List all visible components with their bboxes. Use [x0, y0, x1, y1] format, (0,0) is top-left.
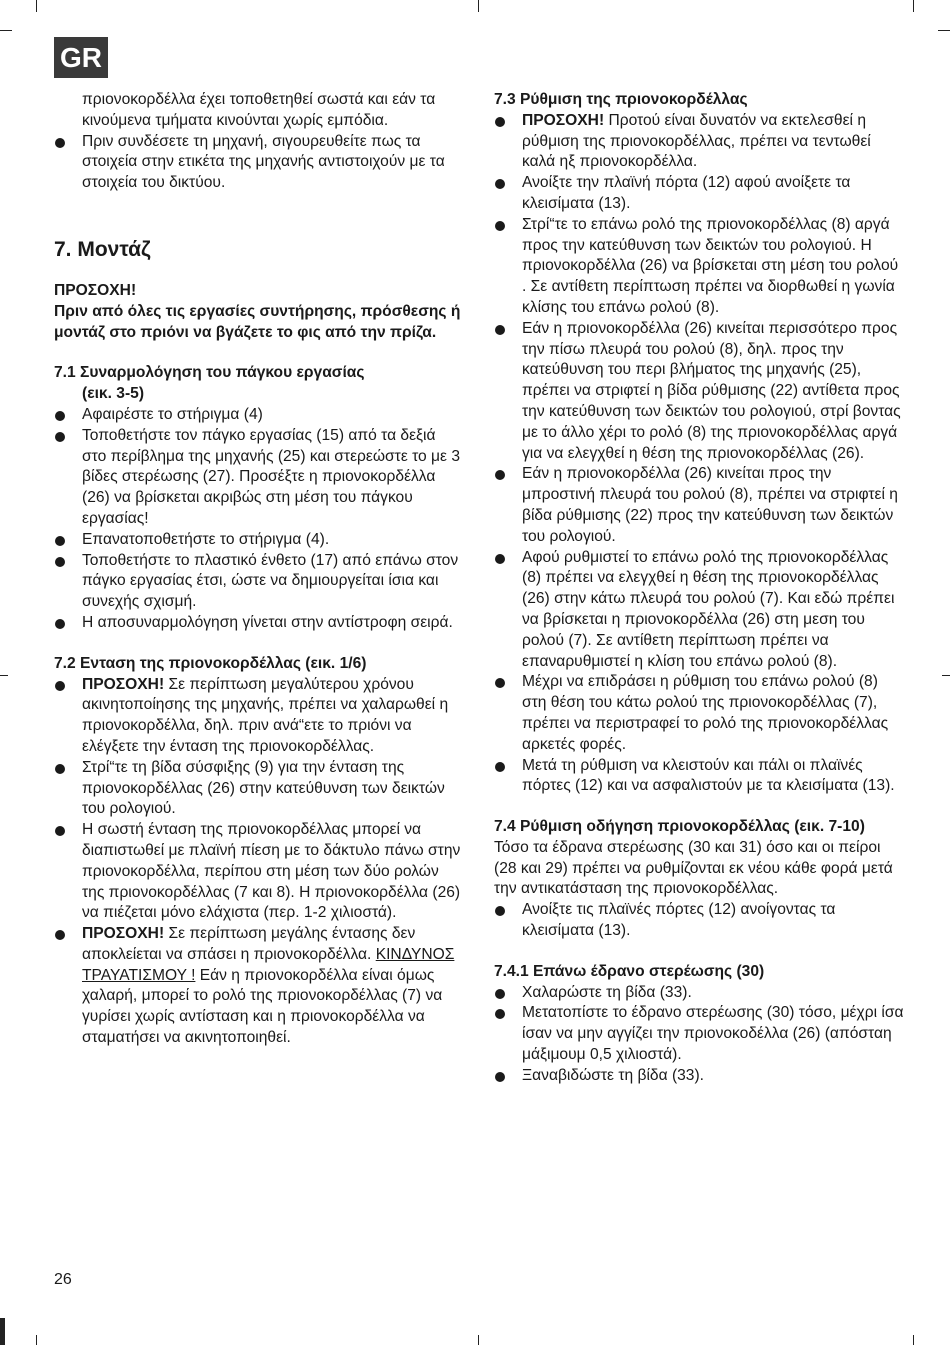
- s72-item: Η σωστή ένταση της πριονοκορδέλλας μπορεί να διαπιστωθεί με πλαϊνή πίεση με το δάκτυλο πάνω στην πριονοκορδέλλα, περίπου στη μέση των δύο ρολών της πριονοκορδέλλας (7 και 8). Η πριονοκορδέλλα (26) να πιέζεται μόνο ελάχιστα (περ. 1-2 χιλιοστά).: [54, 820, 464, 924]
- intro-bullet: Πριν συνδέσετε τη μηχανή, σιγουρευθείτε πως τα στοιχεία στην ετικέτα της μηχανής αντιστοιχούν με τα στοιχεία του δικτύου.: [54, 132, 464, 194]
- s71-title: 7.1 Συναρμολόγηση του πάγκου εργασίας: [54, 364, 365, 382]
- s741-item: Χαλαρώστε τη βίδα (33).: [494, 983, 906, 1004]
- crop-mark: [938, 30, 950, 31]
- s72-item1-bold: ΠΡΟΣΟΧΗ!: [82, 675, 165, 693]
- crop-mark: [913, 1335, 914, 1345]
- crop-mark: [36, 0, 37, 12]
- s72-item4-text2: Εάν η πριονοκορδέλλα είναι όμως χαλαρή, μπορεί το ρολό της πριονοκορδέλλας (7) να γυρίσει χωρίς αντίσταση και η πριονοκορδέλλα να σταματήσει να ακινητοποιηθεί.: [82, 966, 443, 1047]
- crop-mark: [913, 0, 914, 12]
- s71-item: Τοποθετήστε το πλαστικό ένθετο (17) από επάνω στον πάγκο εργασίας έτσι, ώστε να δημιουργείται ίσια και συνεχής σχισμή.: [54, 551, 464, 613]
- s71-item: Τοποθετήστε τον πάγκο εργασίας (15) από τα δεξιά στο περίβλημα της μηχανής (25) και στερεώστε το με 3 βίδες στερέωσης (27). Προσέξτε η πριονοκορδέλλα (26) να βρίσκεται ακριβώς στη μέση του πάγκου εργασίας!: [54, 426, 464, 530]
- crop-mark: [0, 1318, 5, 1345]
- crop-mark: [478, 1335, 479, 1345]
- s72-item: Στρί“τε τη βίδα σύσφιξης (9) για την ένταση της πριονοκορδέλλας (26) στην κατεύθυνση των δεικτών του ρολογιού.: [54, 758, 464, 820]
- s741-item: Μετατοπίστε το έδρανο στερέωσης (30) τόσο, μέχρι ίσα ίσαν να μην αγγίζει την πριονοκοδέλλα (26) (απόσταη μάξιμουμ 0,5 χιλιοστά).: [494, 1003, 906, 1065]
- s72-title: 7.2 Ενταση της πριονοκορδέλλας (εικ. 1/6): [54, 654, 367, 672]
- s72-item1-text: Σε περίπτωση μεγαλύτερου χρόνου ακινητοποίησης της μηχανής, πρέπει να χαλαρωθεί η πριονοκορδέλλα, δηλ. πριν ανά“ετε το πριόνι να ελέγξετε την ένταση της πριονοκορδέλλας.: [82, 675, 449, 755]
- s72-item4-bold: ΠΡΟΣΟΧΗ!: [82, 925, 165, 943]
- crop-mark: [0, 30, 12, 31]
- s73-item: Στρί“τε το επάνω ρολό της πριονοκορδέλλας (8) αργά προς την κατεύθυνση των δεικτών του ρολογιού. Η πριονοκορδέλλα (26) να βρίσκεται στη μέση του ρολού . Σε αντίθετη περίπτωση πρέπει να διορθωθεί η γωνία κλίσης του επάνω ρολού (8).: [494, 215, 906, 319]
- s71-item: Επανατοποθετήστε το στήριγμα (4).: [54, 530, 464, 551]
- s73-title: 7.3 Ρύθμιση της πριονοκορδέλλας: [494, 91, 748, 108]
- s73-item1-bold: ΠΡΟΣΟΧΗ!: [522, 111, 605, 129]
- s74-item: Ανοίξτε τις πλαϊνές πόρτες (12) ανοίγοντας τα κλεισίματα (13).: [494, 900, 906, 942]
- s74-text: Τόσο τα έδρανα στερέωσης (30 και 31) όσο και οι πείροι (28 και 29) πρέπει να ρυθμίζονται εκ νέου κάθε φορά μετά την αντικατάσταση της πριονοκορδέλλας.: [494, 838, 893, 898]
- s71-title-ref: (εικ. 3-5): [82, 385, 145, 403]
- crop-mark: [478, 0, 479, 12]
- left-column: [54, 90, 464, 1049]
- s71-item: Η αποσυναρμολόγηση γίνεται στην αντίστροφη σειρά.: [54, 613, 464, 634]
- intro-continued: πριονοκορδέλλα έχει τοποθετηθεί σωστά και εάν τα κινούμενα τμήματα κινούνται χωρίς εμπόδια.: [82, 91, 436, 129]
- warning-text: Πριν από όλες τις εργασίες συντήρησης, πρόσθεσης ή μοντάζ στο πριόνι να βγάζετε το φις από την πρίζα.: [54, 302, 461, 341]
- s73-item: Μετά τη ρύθμιση να κλειστούν και πάλι οι πλαϊνές πόρτες (12) και να ασφαλιστούν με τα κλεισίματα (13).: [494, 756, 906, 798]
- warning-label: ΠΡΟΣΟΧΗ!: [54, 281, 137, 299]
- s72-item4-text1: Σε περίπτωση μεγάλης έντασης δεν αποκλείεται να σπάσει η πριονοκορδέλλα.: [82, 925, 416, 963]
- s72-item: [54, 924, 464, 1049]
- right-column: [494, 90, 906, 1087]
- crop-mark: [942, 675, 950, 676]
- s73-item: Μέχρι να επιδράσει η ρύθμιση του επάνω ρολού (8) στη θέση του κάτω ρολού της πριονοκορδέλλας (7), πρέπει να περιστραφεί το ρολό της πριονοκορδέλλας αρκετές φορές.: [494, 672, 906, 755]
- s741-item: Ξαναβιδώστε τη βίδα (33).: [494, 1066, 906, 1087]
- crop-mark: [0, 675, 8, 676]
- s73-item: Εάν η πριονοκορδέλλα (26) κινείται προς την μπροστινή πλευρά του ρολού (8), πρέπει να στριφτεί η βίδα ρύθμισης (22) προς την κατεύθυνση των δεικτών του ρολογιού.: [494, 464, 906, 547]
- s74-title: 7.4 Ρύθμιση οδήγηση πριονοκορδέλλας (εικ. 7-10): [494, 818, 865, 836]
- s73-item: Αφού ρυθμιστεί το επάνω ρολό της πριονοκορδέλλας (8) πρέπει να ελεγχθεί η θέση της πριονοκορδέλλας (26) στην κάτω πλευρά του ρολού (7). Και εδώ πρέπει να βρίσκεται η πριονοκορδέλλα (26) στη μεση του ρολού (7). Σε αντίθετη περίπτωση πρέπει να επαναρυθμιστεί η κλίση του επάνω ρολού (8).: [494, 548, 906, 673]
- s73-item: [494, 111, 906, 173]
- s73-item: Ανοίξτε την πλαϊνή πόρτα (12) αφού ανοίξετε τα κλεισίματα (13).: [494, 173, 906, 215]
- s73-item1-text: Προτού είναι δυνατόν να εκτελεσθεί η ρύθμιση της πριονοκορδέλλας, πρέπει να τεντωθεί καλά ηξ πριονοκορδέλλα.: [522, 111, 871, 171]
- injury-danger-warning: ΚΙΝΔΥΝΟΣ ΤΡΑΥΑΤΙΣΜΟΥ !: [82, 945, 455, 984]
- s741-title: 7.4.1 Επάνω έδρανο στερέωσης (30): [494, 962, 765, 980]
- language-badge: GR: [54, 37, 108, 78]
- crop-mark: [36, 1335, 37, 1345]
- page-number: 26: [54, 1271, 72, 1288]
- s72-item: [54, 675, 464, 758]
- section-title: 7. Μοντάζ: [54, 237, 151, 261]
- s73-item: Εάν η πριονοκορδέλλα (26) κινείται περισσότερο προς την πίσω πλευρά του ρολού (8), δηλ. προς την κατεύθυνση του περι βλήματος της μηχανής (25), πρέπει να στριφτεί η βίδα ρύθμισης (22) αντίθετα προς την κατεύθυνση των δεικτών του ρολογιού, στρί βοντας με το άλλο χέρι το ρολό (8) της πριονοκορδέλλας αργά για να ελεγχθεί η θέση της πριονοκορδέλλας (26).: [494, 319, 906, 465]
- s71-item: Αφαιρέστε το στήριγμα (4): [54, 405, 464, 426]
